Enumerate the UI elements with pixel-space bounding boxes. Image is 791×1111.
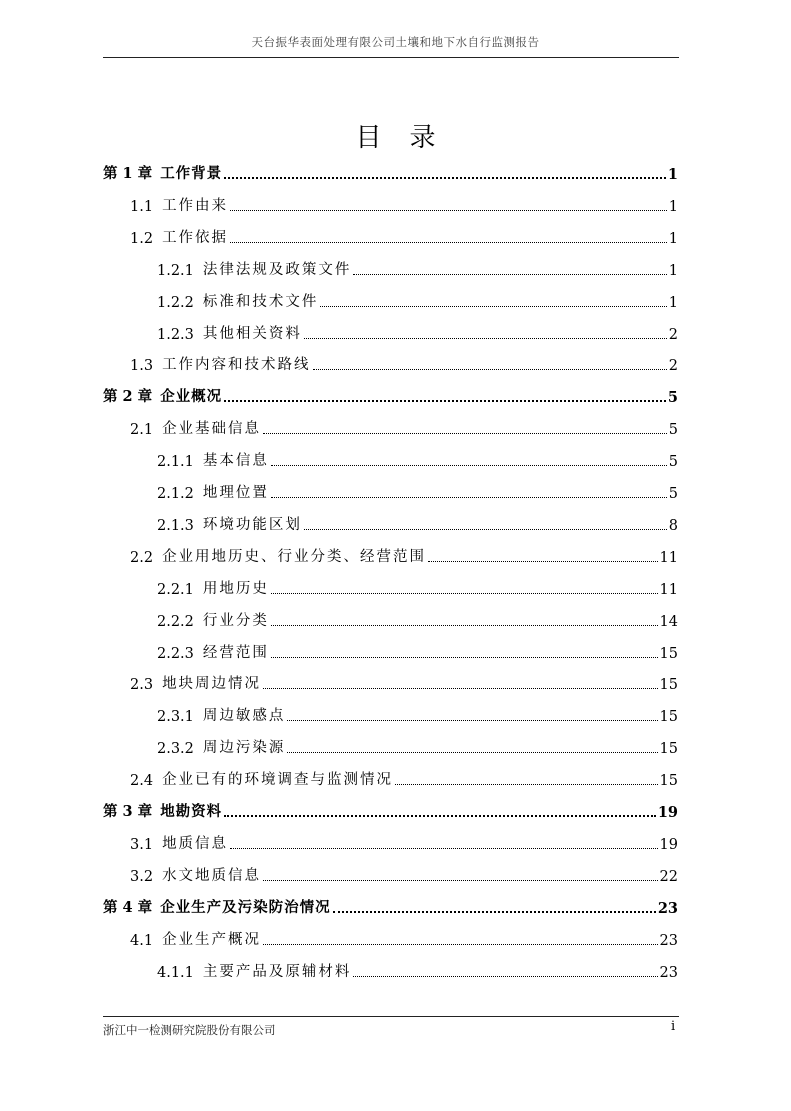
toc-entry-number: 2.2.3 — [157, 645, 194, 662]
toc-entry-page: 2 — [668, 326, 678, 343]
toc-entry-title: 工作内容和技术路线 — [162, 357, 311, 374]
toc-entry-number: 2.2 — [130, 549, 154, 566]
toc-dot-leader — [230, 210, 667, 211]
toc-entry[interactable] — [157, 478, 678, 502]
toc-entry-page: 8 — [668, 517, 678, 534]
toc-entry-number: 2.3 — [130, 677, 154, 694]
toc-entry-page: 23 — [659, 932, 678, 949]
toc-entry[interactable] — [157, 510, 678, 534]
toc-entry-page: 11 — [659, 549, 678, 566]
toc-entry-title: 地理位置 — [202, 485, 269, 501]
toc-entry-number: 4.1 — [130, 932, 154, 949]
toc-entry[interactable] — [157, 638, 678, 662]
toc-entry-page: 1 — [668, 294, 678, 311]
toc-dot-leader — [224, 815, 656, 817]
toc-dot-leader — [287, 752, 657, 753]
toc-entry-number: 3.2 — [130, 868, 154, 885]
toc-entry[interactable] — [157, 606, 678, 630]
toc-entry[interactable] — [130, 542, 678, 566]
header-divider — [103, 57, 679, 58]
toc-entry-number: 2.2.1 — [157, 581, 194, 598]
toc-entry[interactable] — [130, 191, 678, 215]
footer-divider — [103, 1016, 679, 1017]
toc-entry-number: 第 3 章 — [103, 803, 153, 820]
toc-entry-title: 经营范围 — [202, 644, 269, 661]
toc-dot-leader — [320, 306, 666, 307]
toc-dot-leader — [230, 242, 667, 243]
toc-dot-leader — [224, 400, 666, 402]
toc-entry-title: 工作依据 — [162, 229, 229, 246]
toc-entry-page: 19 — [657, 804, 678, 821]
toc-entry[interactable] — [157, 733, 678, 757]
toc-entry-title: 水文地质信息 — [162, 867, 262, 884]
toc-entry-title: 工作背景 — [160, 165, 223, 182]
toc-entry-title: 企业基础信息 — [162, 421, 262, 438]
toc-entry-page: 23 — [657, 899, 678, 917]
toc-entry-title: 其他相关资料 — [202, 325, 302, 342]
toc-entry[interactable] — [157, 446, 678, 470]
toc-entry-page: 15 — [659, 709, 678, 726]
toc-entry-page: 23 — [659, 964, 678, 981]
toc-entry-title: 企业生产及污染防治情况 — [160, 898, 331, 916]
footer-page-number: i — [671, 1019, 676, 1034]
toc-dot-leader — [230, 848, 657, 849]
toc-entry-title: 基本信息 — [202, 453, 269, 470]
toc-dot-leader — [271, 465, 667, 466]
toc-entry-page: 15 — [659, 741, 678, 758]
toc-entry-title: 用地历史 — [202, 580, 269, 597]
toc-entry-title: 法律法规及政策文件 — [202, 261, 352, 278]
toc-entry-title: 主要产品及原辅材料 — [202, 963, 352, 980]
toc-entry-number: 1.2 — [130, 230, 154, 247]
toc-entry[interactable] — [157, 574, 678, 598]
toc-entry-title: 工作由来 — [162, 197, 229, 214]
toc-entry[interactable] — [130, 765, 678, 789]
toc-entry-title: 环境功能区划 — [202, 516, 302, 533]
toc-dot-leader — [395, 784, 657, 785]
toc-entry-title: 标准和技术文件 — [202, 293, 319, 310]
toc-entry-number: 1.2.1 — [157, 262, 194, 279]
toc-entry-title: 周边敏感点 — [202, 708, 286, 725]
toc-entry[interactable] — [157, 255, 678, 279]
toc-entry-title: 企业生产概况 — [162, 931, 262, 948]
toc-entry-page: 1 — [668, 198, 678, 215]
toc-entry-number: 2.1.1 — [157, 454, 194, 471]
toc-entry-number: 第 2 章 — [103, 388, 153, 406]
toc-entry-page: 2 — [668, 358, 678, 375]
toc-entry-number: 2.4 — [130, 773, 154, 790]
toc-entry[interactable] — [103, 382, 678, 406]
toc-dot-leader — [271, 497, 667, 498]
toc-entry-page: 15 — [659, 645, 678, 662]
toc-entry-number: 1.3 — [130, 358, 154, 375]
toc-dot-leader — [263, 880, 657, 881]
toc-entry-page: 19 — [659, 836, 678, 853]
toc-dot-leader — [271, 657, 658, 658]
toc-entry-number: 第 1 章 — [103, 165, 153, 182]
toc-entry[interactable] — [157, 319, 678, 343]
toc-entry-page: 1 — [668, 262, 678, 279]
toc-entry-title: 地勘资料 — [160, 803, 223, 820]
toc-entry-number: 2.1.3 — [157, 517, 194, 534]
toc-entry-title: 企业已有的环境调查与监测情况 — [162, 772, 394, 789]
toc-entry-number: 2.3.2 — [157, 741, 194, 758]
toc-entry-number: 2.1 — [130, 422, 154, 439]
toc-entry-title: 地块周边情况 — [162, 676, 262, 693]
toc-entry[interactable] — [130, 223, 678, 247]
toc-entry[interactable] — [130, 861, 678, 885]
toc-entry[interactable] — [130, 829, 678, 853]
toc-entry-title: 企业用地历史、行业分类、经营范围 — [162, 548, 427, 565]
toc-entry-number: 2.3.1 — [157, 709, 194, 726]
toc-dot-leader — [333, 911, 656, 913]
toc-entry[interactable] — [130, 669, 678, 693]
toc-entry-title: 地质信息 — [162, 835, 229, 852]
toc-entry-page: 5 — [668, 454, 678, 471]
toc-dot-leader — [353, 274, 666, 275]
toc-entry-number: 3.1 — [130, 836, 154, 853]
toc-entry[interactable] — [157, 701, 678, 725]
toc-entry-page: 1 — [667, 166, 678, 183]
toc-entry-number: 2.2.2 — [157, 613, 194, 630]
toc-entry-number: 第 4 章 — [103, 898, 153, 916]
toc-dot-leader — [313, 369, 667, 370]
toc-entry-number: 1.1 — [130, 198, 154, 215]
toc-dot-leader — [287, 720, 657, 721]
toc-dot-leader — [428, 561, 657, 562]
toc-entry-page: 14 — [659, 613, 678, 630]
toc-dot-leader — [271, 625, 658, 626]
toc-entry-title: 企业概况 — [160, 388, 223, 406]
toc-entry-page: 15 — [659, 773, 678, 790]
toc-entry-page: 11 — [659, 581, 678, 598]
toc-entry-page: 5 — [668, 422, 678, 439]
toc-dot-leader — [263, 944, 657, 945]
toc-dot-leader — [304, 338, 667, 339]
toc-entry-page: 1 — [668, 230, 678, 247]
toc-dot-leader — [263, 688, 657, 689]
toc-entry-number: 2.1.2 — [157, 486, 194, 502]
toc-entry[interactable] — [130, 925, 678, 949]
toc-dot-leader — [304, 529, 667, 530]
toc-entry[interactable] — [157, 957, 678, 981]
footer-company: 浙江中一检测研究院股份有限公司 — [103, 1023, 276, 1037]
toc-entry-page: 5 — [667, 389, 678, 407]
toc-entry[interactable] — [157, 287, 678, 311]
running-header: 天台振华表面处理有限公司土壤和地下水自行监测报告 — [251, 35, 540, 49]
toc-entry-page: 15 — [659, 677, 678, 694]
toc-dot-leader — [271, 593, 658, 594]
toc-entry[interactable] — [103, 159, 678, 183]
toc-entry[interactable] — [130, 414, 678, 438]
toc-dot-leader — [224, 177, 666, 179]
toc-entry-title: 周边污染源 — [202, 740, 286, 757]
toc-entry-number: 1.2.3 — [157, 326, 194, 343]
toc-entry-number: 1.2.2 — [157, 294, 194, 311]
toc-entry[interactable] — [103, 893, 678, 917]
toc-entry-number: 4.1.1 — [157, 964, 194, 981]
toc-entry-page: 5 — [668, 486, 678, 502]
toc-dot-leader — [353, 976, 657, 977]
toc-dot-leader — [263, 433, 667, 434]
page-title: 目录 — [355, 123, 464, 154]
toc-entry-page: 22 — [659, 868, 678, 885]
toc-entry[interactable] — [103, 797, 678, 821]
toc-entry[interactable] — [130, 350, 678, 374]
toc-entry-title: 行业分类 — [202, 612, 269, 629]
